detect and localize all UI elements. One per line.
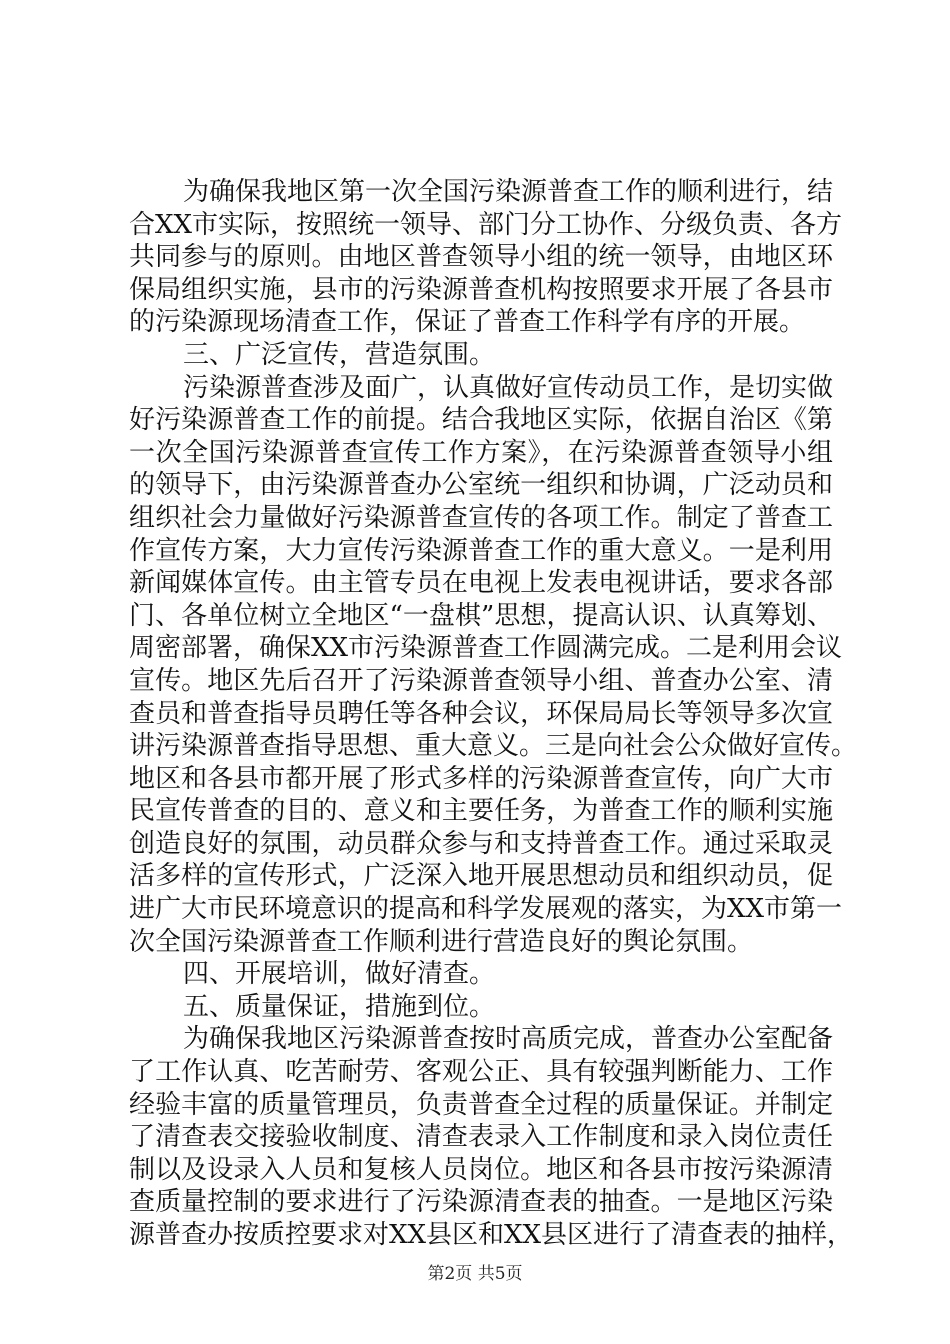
paragraph-line: 了工作认真、吃苦耐劳、客观公正、具有较强判断能力、工作 [129, 1057, 833, 1087]
paragraph-line: 查员和普查指导员聘任等各种会议，环保局局长等领导多次宣 [129, 699, 833, 729]
paragraph-line: 合XX市实际，按照统一领导、部门分工协作、分级负责、各方 [129, 210, 843, 240]
paragraph-line: 次全国污染源普查工作顺利进行营造良好的舆论氛围。 [129, 927, 754, 957]
paragraph-line: 活多样的宣传形式，广泛深入地开展思想动员和组织动员，促 [129, 861, 833, 891]
paragraph-line: 为确保我地区污染源普查按时高质完成，普查办公室配备 [183, 1024, 834, 1054]
paragraph-line: 保局组织实施，县市的污染源普查机构按照要求开展了各县市 [129, 275, 833, 305]
paragraph-line: 进广大市民环境意识的提高和科学发展观的落实，为XX市第一 [129, 894, 843, 924]
paragraph-line: 经验丰富的质量管理员，负责普查全过程的质量保证。并制定 [129, 1090, 833, 1120]
paragraph-line: 地区和各县市都开展了形式多样的污染源普查宣传，向广大市 [129, 764, 833, 794]
paragraph-line: 源普查办按质控要求对XX县区和XX县区进行了清查表的抽样， [129, 1220, 854, 1250]
paragraph-line: 的污染源现场清查工作，保证了普查工作科学有序的开展。 [129, 307, 806, 337]
paragraph-line: 制以及设录入人员和复核人员岗位。地区和各县市按污染源清 [129, 1155, 833, 1185]
paragraph-line: 民宣传普查的目的、意义和主要任务，为普查工作的顺利实施 [129, 796, 833, 826]
paragraph-line: 作宣传方案，大力宣传污染源普查工作的重大意义。一是利用 [129, 536, 833, 566]
paragraph-line: 了清查表交接验收制度、清查表录入工作制度和录入岗位责任 [129, 1122, 833, 1152]
paragraph-line: 创造良好的氛围，动员群众参与和支持普查工作。通过采取灵 [129, 829, 833, 859]
section-heading: 三、广泛宣传，营造氛围。 [183, 340, 496, 370]
paragraph-line: 新闻媒体宣传。由主管专员在电视上发表电视讲话，要求各部 [129, 568, 833, 598]
paragraph-line: 周密部署，确保XX市污染源普查工作圆满完成。二是利用会议 [129, 633, 843, 663]
page-number-footer: 第2页 共5页 [427, 1264, 523, 1284]
paragraph-line: 查质量控制的要求进行了污染源清查表的抽查。一是地区污染 [129, 1187, 833, 1217]
paragraph-line: 的领导下，由污染源普查办公室统一组织和协调，广泛动员和 [129, 470, 833, 500]
paragraph-line: 共同参与的原则。由地区普查领导小组的统一领导，由地区环 [129, 242, 833, 272]
paragraph-line: 宣传。地区先后召开了污染源普查领导小组、普查办公室、清 [129, 666, 833, 696]
paragraph-line: 为确保我地区第一次全国污染源普查工作的顺利进行，结 [183, 177, 834, 207]
paragraph-line: 好污染源普查工作的前提。结合我地区实际，依据自治区《第 [129, 405, 833, 435]
section-heading: 五、质量保证，措施到位。 [183, 992, 496, 1022]
paragraph-line: 污染源普查涉及面广，认真做好宣传动员工作，是切实做 [183, 373, 834, 403]
paragraph-line: 组织社会力量做好污染源普查宣传的各项工作。制定了普查工 [129, 503, 833, 533]
section-heading: 四、开展培训，做好清查。 [183, 959, 496, 989]
paragraph-line: 一次全国污染源普查宣传工作方案》，在污染源普查领导小组 [129, 438, 833, 468]
paragraph-line: 讲污染源普查指导思想、重大意义。三是向社会公众做好宣传。 [129, 731, 858, 761]
paragraph-line: 门、各单位树立全地区“一盘棋”思想，提高认识、认真筹划、 [129, 601, 833, 631]
